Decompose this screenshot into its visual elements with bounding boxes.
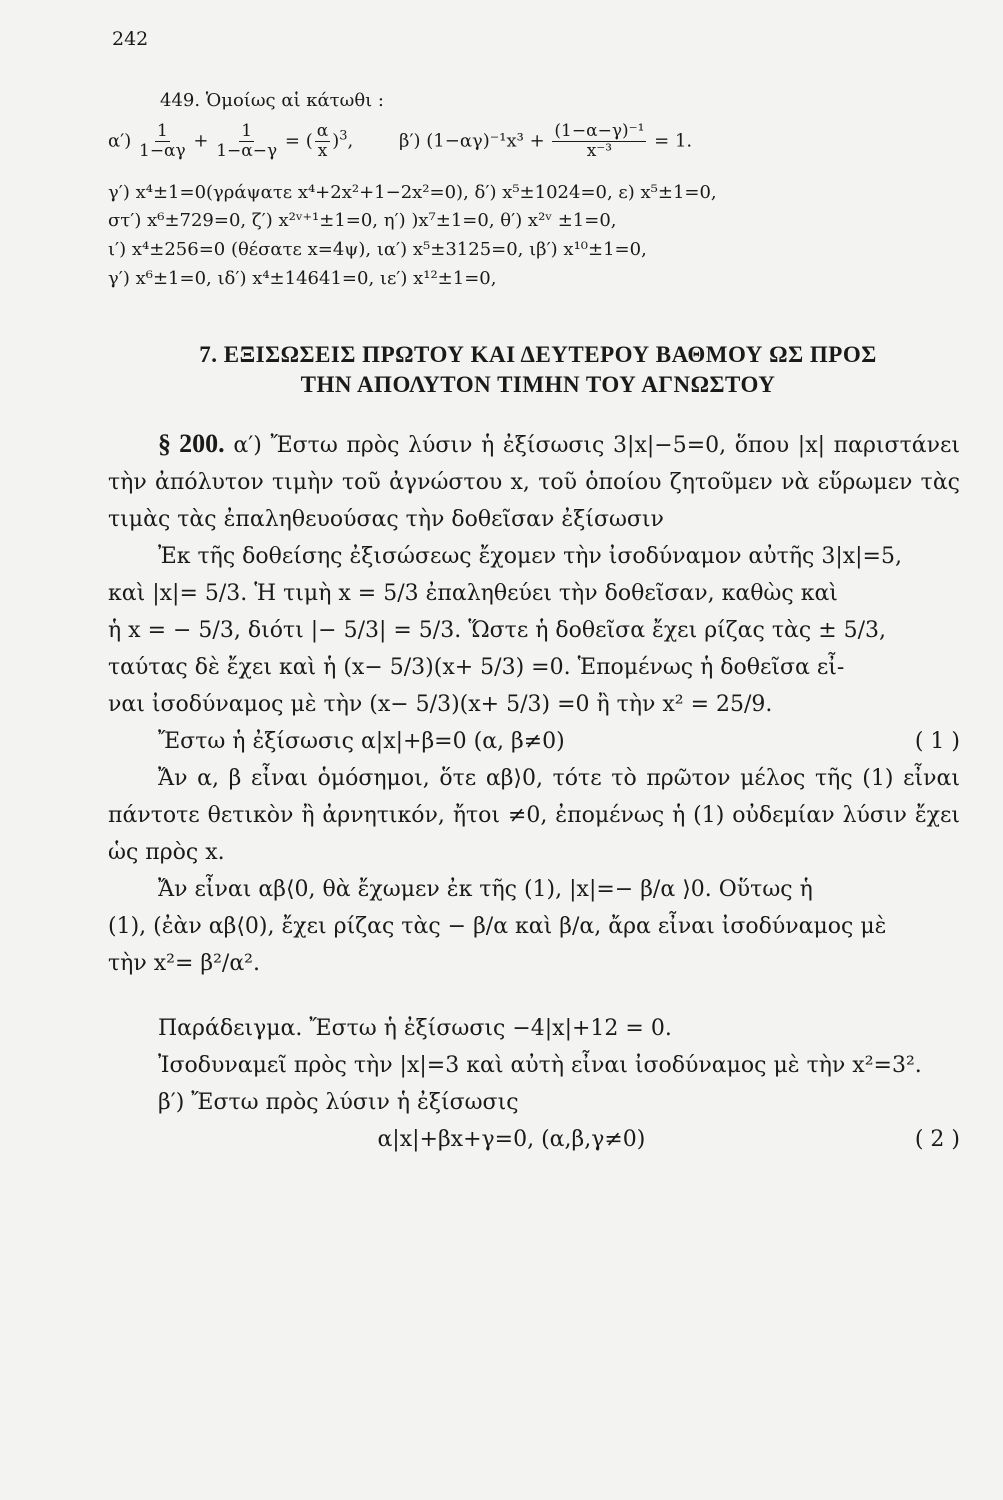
exercise-line-4: ι′) x⁴±256=0 (θέσατε x=4ψ), ια′) x⁵±3125=0, ιβ′) x¹⁰±1=0, xyxy=(108,239,647,260)
paragraph-2b: καὶ |x|= 5/3. Ἡ τιμὴ x = 5/3 ἐπαληθεύει τὴν δοθεῖσαν, καθὼς καὶ xyxy=(108,581,838,606)
paragraph-2a: Ἐκ τῆς δοθείσης ἐξισώσεως ἔχομεν τὴν ἰσοδύναμον αὐτῆς 3|x|=5, xyxy=(158,544,902,569)
exercise-line-5: γ′) x⁶±1=0, ιδ′) x⁴±14641=0, ιε′) x¹²±1=0, xyxy=(108,268,497,289)
exercise-line-3: στ′) x⁶±729=0, ζ′) x²ᵛ⁺¹±1=0, η′) )x⁷±1=0, θ′) x²ᵛ ±1=0, xyxy=(108,210,617,231)
paragraph-2c: ἡ x = − 5/3, διότι |− 5/3| = 5/3. Ὥστε ἡ δοθεῖσα ἔχει ρίζας τὰς ± 5/3, xyxy=(108,618,887,643)
section-heading: 7. ΕΞΙΣΩΣΕΙΣ ΠΡΩΤΟΥ ΚΑΙ ΔΕΥΤΕΡΟΥ ΒΑΘΜΟΥ ΩΣ ΠΡΟΣ ΤΗΝ ΑΠΟΛΥΤΟΝ ΤΙΜΗΝ ΤΟΥ ΑΓΝΩΣΤΟΥ xyxy=(199,342,877,397)
paragraph-8: β′) Ἔστω πρὸς λύσιν ἡ ἐξίσωσις xyxy=(158,1090,519,1115)
paragraph-2e: ναι ἰσοδύναμος μὲ τὴν (x− 5/3)(x+ 5/3) =0 ἢ τὴν x² = 25/9. xyxy=(108,692,773,717)
paragraph-5c: τὴν x²= β²/α². xyxy=(108,951,260,976)
exercise-line-2: γ′) x⁴±1=0(γράψατε x⁴+2x²+1−2x²=0), δ′) x⁵±1024=0, ε) x⁵±1=0, xyxy=(108,182,717,203)
equation-2: α|x|+βx+γ=0, (α,β,γ≠0) ( 2 ) xyxy=(377,1127,960,1152)
paragraph-4: Ἄν α, β εἶναι ὁμόσημοι, ὅτε αβ⟩0, τότε τὸ πρῶτον μέλος τῆς (1) εἶναι πάντοτε θετικὸν ἢ ἀρνητικόν, ἤτοι ≠0, ἐπομένως ἡ (1) οὐδεμίαν λύσιν ἔχει ὡς πρὸς x. xyxy=(108,766,960,865)
paragraph-3: Ἔστω ἡ ἐξίσωσις α|x|+β=0 (α, β≠0) ( 1 ) xyxy=(158,729,960,754)
page-number: 242 xyxy=(112,28,149,50)
paragraph-2d: ταύτας δὲ ἔχει καὶ ἡ (x− 5/3)(x+ 5/3) =0. Ἑπομένως ἡ δοθεῖσα εἶ- xyxy=(108,655,845,680)
exercise-header: 449. Ὁμοίως αἱ κάτωθι : xyxy=(160,90,384,111)
paragraph-7: Ἰσοδυναμεῖ πρὸς τὴν |x|=3 καὶ αὐτὴ εἶναι ἰσοδύναμος μὲ τὴν x²=3². xyxy=(158,1053,922,1078)
exercise-line-1: α′) $\frac{1}{1-\alpha\gamma}$ + $\frac{1}{1-\alpha-\gamma}$ = ( $\frac{\alpha}{x}$ )$^3$, β′) (1−αγ)⁻¹x³ + $\frac{\text{(1−α−γ)⁻¹}}{\text{x⁻³}}$ = 1. xyxy=(108,121,693,161)
body-text xyxy=(108,425,960,1158)
paragraph-example: Παράδειγμα. Ἔστω ἡ ἐξίσωσις −4|x|+12 = 0. xyxy=(158,1016,672,1041)
paragraph-5b: (1), (ἐὰν αβ⟨0), ἔχει ρίζας τὰς − β/α καὶ β/α, ἄρα εἶναι ἰσοδύναμος μὲ xyxy=(108,914,887,939)
paragraph-1: § 200. α′) Ἔστω πρὸς λύσιν ἡ ἐξίσωσις 3|x|−5=0, ὅπου |x| παριστάνει τὴν ἀπόλυτον τιμὴν τοῦ ἀγνώστου x, τοῦ ὁποίου ζητοῦμεν νὰ εὕρωμεν τὰς τιμὰς τὰς ἐπαληθευούσας τὴν δοθεῖσαν ἐξίσωσιν xyxy=(108,429,961,532)
paragraph-5a: Ἄν εἶναι αβ⟨0, θὰ ἔχωμεν ἐκ τῆς (1), |x|=− β/α ⟩0. Οὕτως ἡ xyxy=(158,877,813,902)
